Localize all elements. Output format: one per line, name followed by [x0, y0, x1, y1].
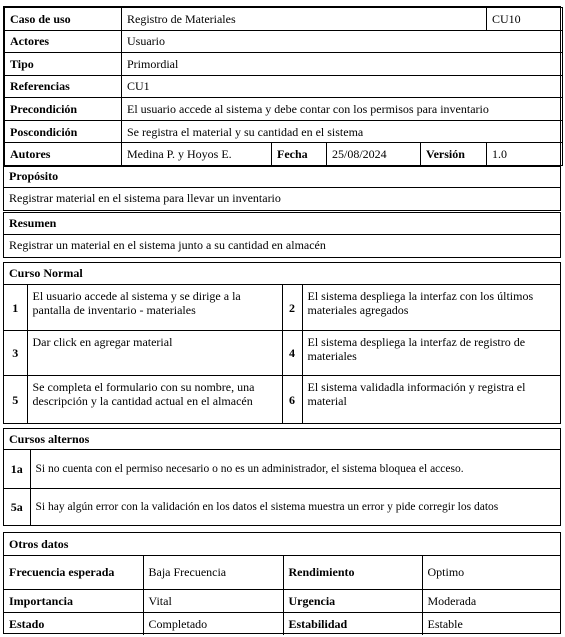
step-number: 1	[4, 285, 27, 331]
step-number: 2	[282, 285, 302, 331]
references-label: Referencias	[5, 75, 122, 98]
other-data-section	[3, 532, 561, 634]
precondition-label: Precondición	[5, 98, 122, 121]
alt-course-row	[4, 488, 560, 526]
authors-value: Medina P. y Hoyos E.	[122, 143, 272, 166]
summary-section	[3, 212, 561, 258]
version-value: 1.0	[487, 143, 563, 166]
alt-course-number: 1a	[4, 450, 30, 488]
postcondition-label: Poscondición	[5, 120, 122, 143]
step-text: El sistema despliega la interfaz con los últimos materiales agregados	[302, 285, 560, 331]
performance-label: Rendimiento	[283, 556, 422, 589]
alt-courses-title: Cursos alternos	[4, 429, 560, 450]
step-row	[4, 375, 560, 424]
header-row-references	[5, 75, 563, 98]
case-id: CU10	[487, 8, 563, 31]
other-data-row	[4, 589, 560, 612]
summary-title: Resumen	[4, 213, 560, 235]
header-row-precondition	[5, 98, 563, 121]
stability-label: Estabilidad	[283, 612, 422, 635]
stability-value: Estable	[422, 612, 560, 635]
alt-course-text: Si hay algún error con la validación en los datos el sistema muestra un error y pide corregir los datos	[30, 488, 560, 526]
purpose-text: Registrar material en el sistema para llevar un inventario	[9, 191, 281, 205]
step-text: El sistema despliega la interfaz de registro de materiales	[302, 331, 560, 376]
normal-course-title: Curso Normal	[4, 263, 560, 285]
references-value: CU1	[122, 75, 563, 98]
step-number: 6	[282, 375, 302, 424]
alt-course-number: 5a	[4, 488, 30, 526]
summary-text: Registrar un material en el sistema junto a su cantidad en almacén	[9, 238, 326, 252]
header-row-case	[5, 8, 563, 31]
step-number: 4	[282, 331, 302, 376]
header-row-authors	[5, 143, 563, 166]
header-row-type	[5, 53, 563, 76]
urgency-value: Moderada	[422, 589, 560, 612]
purpose-section	[3, 165, 561, 211]
frequency-label: Frecuencia esperada	[4, 556, 143, 589]
date-value: 25/08/2024	[327, 143, 421, 166]
state-label: Estado	[4, 612, 143, 635]
version-label: Versión	[421, 143, 487, 166]
header-row-actors	[5, 30, 563, 53]
importance-value: Vital	[143, 589, 283, 612]
step-text: Se completa el formulario con su nombre, una descripción y la cantidad actual en el almacén	[27, 375, 282, 424]
authors-label: Autores	[5, 143, 122, 166]
other-data-title: Otros datos	[4, 533, 560, 556]
normal-course-table	[4, 285, 560, 424]
step-number: 5	[4, 375, 27, 424]
date-label: Fecha	[272, 143, 327, 166]
actors-label: Actores	[5, 30, 122, 53]
purpose-title: Propósito	[4, 166, 560, 188]
alt-course-text: Si no cuenta con el permiso necesario o no es un administrador, el sistema bloquea el acceso.	[30, 450, 560, 488]
alt-course-row	[4, 450, 560, 488]
step-number: 3	[4, 331, 27, 376]
precondition-value: El usuario accede al sistema y debe contar con los permisos para inventario	[122, 98, 563, 121]
step-text: El sistema validadla información y registra el material	[302, 375, 560, 424]
importance-label: Importancia	[4, 589, 143, 612]
step-text: Dar click en agregar material	[27, 331, 282, 376]
other-data-row	[4, 556, 560, 589]
alt-courses-table	[4, 450, 560, 526]
type-value: Primordial	[122, 53, 563, 76]
other-data-table	[4, 556, 560, 635]
use-case-header-table	[3, 6, 561, 167]
actors-value: Usuario	[122, 30, 563, 53]
step-text: El usuario accede al sistema y se dirige a la pantalla de inventario - materiales	[27, 285, 282, 331]
frequency-value: Baja Frecuencia	[143, 556, 283, 589]
case-label: Caso de uso	[5, 8, 122, 31]
state-value: Completado	[143, 612, 283, 635]
normal-course-section	[3, 262, 561, 424]
other-data-row	[4, 612, 560, 635]
alt-courses-section	[3, 428, 561, 526]
header-row-postcondition	[5, 120, 563, 143]
step-row	[4, 285, 560, 331]
urgency-label: Urgencia	[283, 589, 422, 612]
type-label: Tipo	[5, 53, 122, 76]
step-row	[4, 331, 560, 376]
postcondition-value: Se registra el material y su cantidad en el sistema	[122, 120, 563, 143]
case-name: Registro de Materiales	[122, 8, 487, 31]
performance-value: Optimo	[422, 556, 560, 589]
